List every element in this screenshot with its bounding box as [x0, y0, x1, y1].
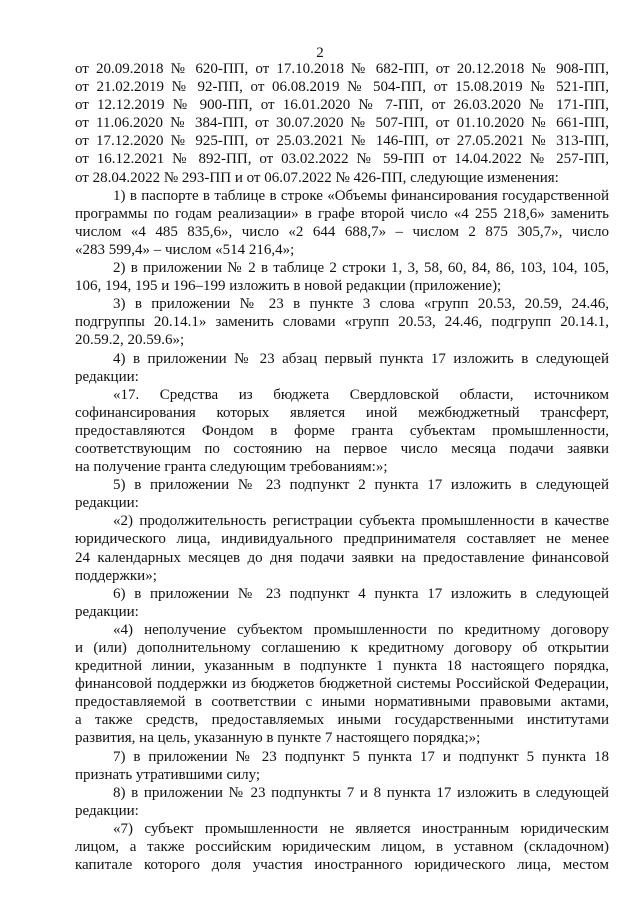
text-line: «17. Средства из бюджета Свердловской области, источником	[113, 386, 609, 403]
text-line: 106, 194, 195 и 196–199 изложить в новой редакции (приложение);	[75, 278, 502, 295]
text-line: 20.59.2, 20.59.6»;	[75, 332, 185, 349]
text-line: от 11.06.2020 № 384-ПП, от 30.07.2020 № 507-ПП, от 01.10.2020 № 661-ПП,	[75, 115, 609, 132]
text-line: программы по годам реализации» в графе второй число «4 255 218,6» заменить	[75, 205, 609, 222]
text-line: кредитной линии, указанным в подпункте 1 пункта 18 настоящего порядка,	[75, 658, 609, 675]
text-line: 24 календарных месяцев до дня подачи заявки на предоставление финансовой	[75, 549, 609, 566]
text-line: юридического лица, индивидуального предпринимателя составляет не менее	[75, 531, 609, 548]
text-line: от 28.04.2022 № 293-ПП и от 06.07.2022 № 426-ПП, следующие изменения:	[75, 169, 559, 186]
text-line: от 17.12.2020 № 925-ПП, от 25.03.2021 № 146-ПП, от 27.05.2021 № 313-ПП,	[75, 133, 609, 150]
text-line: редакции:	[75, 802, 139, 819]
text-line: 5) в приложении № 23 подпункт 2 пункта 17 изложить в следующей	[113, 477, 609, 494]
text-line: развития, на цель, указанную в пункте 7 настоящего порядка;»;	[75, 730, 481, 747]
text-line: от 21.02.2019 № 92-ПП, от 06.08.2019 № 504-ПП, от 15.08.2019 № 521-ПП,	[75, 79, 609, 96]
text-line: редакции:	[75, 368, 139, 385]
text-line: «4) неполучение субъектом промышленности по кредитному договору	[113, 621, 609, 638]
text-line: редакции:	[75, 603, 139, 620]
text-line: подгруппы 20.14.1» заменить словами «групп 20.53, 24.46, подгрупп 20.14.1,	[75, 314, 609, 331]
text-line: 3) в приложении № 23 в пункте 3 слова «групп 20.53, 20.59, 24.46,	[113, 296, 609, 313]
text-line: «2) продолжительность регистрации субъекта промышленности в качестве	[113, 513, 609, 530]
text-line: признать утратившими силу;	[75, 766, 261, 783]
text-line: капитале которого доля участия иностранного юридического лица, местом	[75, 857, 609, 874]
page-number: 2	[316, 45, 324, 61]
text-line: соответствующим по состоянию на первое число месяца подачи заявки	[75, 440, 609, 457]
text-line: от 12.12.2019 № 900-ПП, от 16.01.2020 № 7-ПП, от 26.03.2020 № 171-ПП,	[75, 97, 609, 114]
text-line: лицом, а также российским юридическим лицом, в уставном (складочном)	[75, 839, 609, 856]
document-body	[75, 60, 609, 874]
text-line: «7) субъект промышленности не является иностранным юридическим	[113, 820, 609, 837]
text-line: «283 599,4» – числом «514 216,4»;	[75, 241, 295, 258]
text-line: числом «4 485 835,6», число «2 644 688,7» – числом 2 875 305,7», число	[75, 223, 609, 240]
text-line: 6) в приложении № 23 подпункт 4 пункта 17 изложить в следующей	[113, 585, 609, 602]
text-line: 7) в приложении № 23 подпункт 5 пункта 17 и подпункт 5 пункта 18	[113, 748, 609, 765]
text-line: от 20.09.2018 № 620-ПП, от 17.10.2018 № 682-ПП, от 20.12.2018 № 908-ПП,	[75, 61, 609, 77]
text-line: 2) в приложении № 2 в таблице 2 строки 1, 3, 58, 60, 84, 86, 103, 104, 105,	[113, 260, 609, 277]
text-line: софинансирования которых является иной межбюджетный трансферт,	[75, 404, 609, 421]
text-line: на получение гранта следующим требованиям:»;	[75, 459, 388, 476]
text-line: финансовой поддержки из бюджетов бюджетной системы Российской Федерации,	[75, 676, 609, 693]
text-line: 1) в паспорте в таблице в строке «Объемы финансирования государственной	[113, 187, 609, 204]
text-line: а также средств, предоставляемых иными государственными институтами	[75, 712, 609, 729]
text-line: и (или) дополнительному соглашению к кредитному договору об открытии	[75, 640, 609, 656]
text-line: от 16.12.2021 № 892-ПП, от 03.02.2022 № 59-ПП от 14.04.2022 № 257-ПП,	[75, 151, 609, 168]
text-line: 8) в приложении № 23 подпункты 7 и 8 пункта 17 изложить в следующей	[113, 784, 609, 801]
text-line: редакции:	[75, 495, 139, 512]
text-line: поддержки»;	[75, 567, 157, 584]
text-line: предоставляются Фондом в форме гранта субъектам промышленности,	[75, 422, 609, 439]
text-line: предоставляемой в соответствии с иными нормативными правовыми актами,	[75, 694, 609, 711]
text-line: 4) в приложении № 23 абзац первый пункта 17 изложить в следующей	[113, 350, 609, 367]
